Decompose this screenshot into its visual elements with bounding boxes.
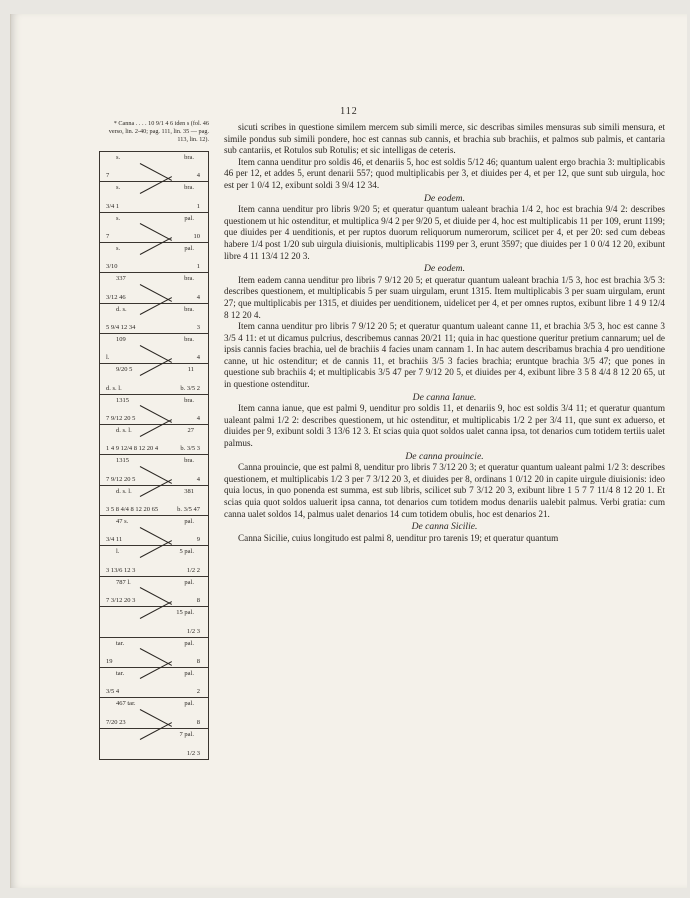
side-cell-ml: 3/4 11 xyxy=(106,536,123,544)
page-number: 112 xyxy=(340,106,358,117)
side-cell-mr: 1/2 3 xyxy=(186,749,200,757)
side-cell xyxy=(100,395,208,425)
side-cell-tl: 787 l. xyxy=(116,578,131,586)
side-cell-tr: bra. xyxy=(184,336,194,344)
side-cell-ml: 7/20 23 xyxy=(106,718,126,726)
side-cell-mr: 4 xyxy=(196,415,200,423)
side-cell-mr: b. 3/5 3 xyxy=(180,445,200,453)
side-cell-mr: 4 xyxy=(196,293,200,301)
side-cell xyxy=(100,546,208,576)
side-cell-tl: d. s. l. xyxy=(116,487,132,495)
side-cell-tl: s. xyxy=(116,245,121,253)
side-cell-tl: 1315 xyxy=(116,457,129,465)
side-cell-ml: 3/5 4 xyxy=(106,688,120,696)
side-cell-tr: pal. xyxy=(184,578,194,586)
side-cell-mr: 8 xyxy=(196,657,200,665)
side-cell xyxy=(100,455,208,485)
side-cell-tr: bra. xyxy=(184,396,194,404)
side-cell-mr: 8 xyxy=(196,718,200,726)
page xyxy=(10,14,687,888)
side-cell xyxy=(100,607,208,637)
side-cell-ml: 7 3/12 20 3 xyxy=(106,597,136,605)
side-cell-ml: d. s. l. xyxy=(106,384,122,392)
side-cell-tr: 7 pal. xyxy=(179,730,194,738)
side-cell-tr: 27 xyxy=(187,427,194,435)
section-heading: De canna Ianue. xyxy=(412,391,477,403)
side-cell-mr: 8 xyxy=(196,597,200,605)
paragraph: Item canna uenditur pro libris 7 9/12 20 5; et queratur quantum ualeant canne 11, et brachia 3/5 3, hoc est canne 3 3/5 4 11: et ut dicamus pulcrius, describemus cannas 20/21 11; quia in hac questione queritur pretium cannarum; uel de ipsis cannis facies brachia, uel de brachiis 4 facies unam cannam 1. In hac autem describamus brachia 4 pro uenditione canne, ut hic ostenditur; et de cannis 11, et brachiis 3/5 3 facies brachia; eruntque brachia 3/5 47; que pones in questione sub brachiis 4; et multiplicabis 3/5 47 per 7 9/12 20 5, et diuides per 4, exibunt libre 3 5 8 4/4 8 12 20 65, ut in questione ostenditur. xyxy=(224,321,665,390)
side-cell-tr: pal. xyxy=(184,669,194,677)
paragraph: Item eadem canna uenditur pro libris 7 9/12 20 5; et queratur quantum ualeant brachia 1/5 3, hoc est brachia 3/5 3: describes questionem, et multiplicabis 5 per suam uirgulam, erunt 1315. Item multiplicabis 3 per suam uirgulam, erunt 27; que multiplicabis per 1315, et diuides per uenditionem, uidelicet per 4, et per omnes ruptos, exibunt libre 1 4 9 12/4 8 12 20 4. xyxy=(224,274,665,320)
side-cell-tr: pal. xyxy=(184,700,194,708)
side-cell-mr: 1/2 3 xyxy=(186,627,200,635)
side-cell xyxy=(100,668,208,698)
section-heading: De eodem. xyxy=(423,263,466,275)
side-cell-mr: 4 xyxy=(196,172,200,180)
side-cell-tl: s. xyxy=(116,214,121,222)
side-cell-mr: b. 3/5 47 xyxy=(177,506,200,514)
side-cell-tl: 337 xyxy=(116,275,126,283)
side-cell-ml: 7 9/12 20 5 xyxy=(106,415,136,423)
side-cell-mr: 3 xyxy=(196,324,200,332)
side-cell-tl: 47 s. xyxy=(116,518,129,526)
paragraph: Item canna ianue, que est palmi 9, uenditur pro soldis 11, et denariis 9, hoc est soldis 3/4 11; et queratur quantum ualeant palmi 1/2 2: describes questionem, ut hic ostenditur, et multiplicabis 1/2 2 per 3/4 11, que sunt ex aduerso, et diuides per 9, exibunt soldi 3 13/6 12 3. Et scias quia quot soldos ualet canna ipsa, tot denarios cum totidem tertiis ualet palmus. xyxy=(224,403,665,449)
side-cell xyxy=(100,729,208,759)
side-cell-mr: 1 xyxy=(196,263,200,271)
paragraph: sicuti scribes in questione similem mercem sub simili merce, sic describas similes mensuras sub simili mensura, et simile pondus sub simili pondere, hoc est cannas sub cannis, et brachia sub brachiis, et palmos sub palmis, et cantaria sub cantariis, et Rotulos sub Rotulis; et sic intelligas de ceteris. xyxy=(224,122,665,156)
side-cell-ml: 7 9/12 20 5 xyxy=(106,475,136,483)
side-cell-ml: 5 9/4 12 34 xyxy=(106,324,136,332)
section-heading: De canna Sicilie. xyxy=(411,521,478,533)
side-column-diagrams xyxy=(99,151,209,760)
side-cell-tr: bra. xyxy=(184,275,194,283)
paragraph: Item canna uenditur pro soldis 46, et denariis 5, hoc est soldis 5/12 46; quantum ualent ergo brachia 3: multiplicabis 46 per 12, et addes 5, erunt denarii 557; quod multiplicabis per 3, et diuides per 4, et per 12, que sunt sub uirgula, hoc est per 1 0/4 12, exibunt soldi 3 9/4 12 34. xyxy=(224,156,665,190)
side-cell-tr: pal. xyxy=(184,639,194,647)
side-cell-tl: s. xyxy=(116,154,121,161)
side-cell xyxy=(100,334,208,364)
side-cell xyxy=(100,486,208,516)
side-cell xyxy=(100,304,208,334)
side-cell-ml: l. xyxy=(106,354,110,362)
side-cell-tl: l. xyxy=(116,548,120,556)
side-cell-tl: 109 xyxy=(116,336,126,344)
side-cell xyxy=(100,273,208,303)
side-cell-ml: 3/12 46 xyxy=(106,293,126,301)
margin-note: * Canna . . . . 10 9/1 4 6 iden s (fol. 46 verso, lin. 2-40; pag. 111, lin. 35 — pag. 113, lin. 12). xyxy=(108,120,209,143)
side-cell-tl: 1315 xyxy=(116,396,129,404)
side-cell-tl: 9/20 5 xyxy=(116,366,133,374)
side-cell-tr: bra. xyxy=(184,305,194,313)
body-text xyxy=(224,122,665,544)
side-cell-mr: 1/2 2 xyxy=(186,566,200,574)
side-cell-tr: pal. xyxy=(184,518,194,526)
side-cell xyxy=(100,425,208,455)
side-cell-tl: d. s. l. xyxy=(116,427,132,435)
side-cell-tl: s. xyxy=(116,184,121,192)
side-cell xyxy=(100,213,208,243)
side-cell-mr: 9 xyxy=(196,536,200,544)
side-cell-mr: 4 xyxy=(196,475,200,483)
side-cell-tr: bra. xyxy=(184,457,194,465)
side-cell-tr: bra. xyxy=(184,154,194,161)
side-cell xyxy=(100,577,208,607)
paragraph: Canna prouincie, que est palmi 8, uenditur pro libris 7 3/12 20 3; et queratur quantum ualeant palmi 1/2 3: describes questionem, et multiplicabis 1/2 3 per 7 3/12 20 3, et diuides per 8, ordinans 1 0/12 20 in capite uirgule diuisionis: ideo quia locus, in quo ponenda est summa, est sub libris, scilicet sub 7 3/12 20 3, exibunt libre 1 5 7 7 11/4 8 12 20 1. Et scias quia quot soldos ualuerit ipsa canna, tot denarios cum totidem modus denariis ualebit palmus. Verbi gratia: cum canna ualet soldos 14, palmus ualet denarios 14 cum totidem obulis, hoc est denarios 21. xyxy=(224,462,665,519)
side-cell-tl: 467 tar. xyxy=(116,700,136,708)
side-cell xyxy=(100,152,208,182)
side-cell-ml: 7 xyxy=(106,172,110,180)
side-cell xyxy=(100,638,208,668)
side-cell-ml: 3 13/6 12 3 xyxy=(106,566,136,574)
side-cell-tl: tar. xyxy=(116,669,125,677)
side-cell xyxy=(100,698,208,728)
side-cell-ml: 19 xyxy=(106,657,113,665)
side-cell xyxy=(100,516,208,546)
side-cell-tr: 381 xyxy=(184,487,194,495)
section-heading: De eodem. xyxy=(423,192,466,204)
side-cell-mr: 2 xyxy=(196,688,200,696)
side-cell xyxy=(100,243,208,273)
side-cell xyxy=(100,182,208,212)
side-cell-ml: 3 5 8 4/4 8 12 20 65 xyxy=(106,506,159,514)
side-cell-ml: 1 4 9 12/4 8 12 20 4 xyxy=(106,445,159,453)
side-cell-ml: 3/10 xyxy=(106,263,118,271)
side-cell-mr: 4 xyxy=(196,354,200,362)
side-cell-ml: 3/4 1 xyxy=(106,202,120,210)
side-cell-tr: 5 pal. xyxy=(179,548,194,556)
side-cell-ml: 7 xyxy=(106,233,110,241)
side-cell-tr: bra. xyxy=(184,184,194,192)
paragraph: Canna Sicilie, cuius longitudo est palmi 8, uenditur pro tarenis 19; et queratur quantum xyxy=(238,532,559,543)
side-cell-tr: 11 xyxy=(187,366,194,374)
paragraph: Item canna uenditur pro libris 9/20 5; et queratur quantum ualeant brachia 1/4 2, hoc est brachia 9/4 2: describes questionem ut hic ostenditur, et multiplica 9/4 2 per 9/20 5, et diuide per 4, hoc est multiplicabis 11 per 109, erunt 1199; que diuides per 4 uenditionis, et per ruptos duorum reliquorum numerorum, scilicet per 4, et per 20: sed cum debeas habere 1/4 post 1/20 sub uirgula diuisionis, multiplicabis 1199 per 3, erunt 3597; que diuides per 1 0 0/4 12 20, exibunt libre 4 11 13/4 12 20 3. xyxy=(224,204,665,261)
side-cell-tr: 15 pal. xyxy=(176,609,194,617)
side-cell-tl: d. s. xyxy=(116,305,127,313)
section-heading: De canna prouincie. xyxy=(405,450,484,462)
side-cell-tl: tar. xyxy=(116,639,125,647)
side-cell xyxy=(100,364,208,394)
side-cell-mr: 1 xyxy=(196,202,200,210)
side-cell-tr: pal. xyxy=(184,245,194,253)
side-cell-tr: pal. xyxy=(184,214,194,222)
side-cell-mr: 10 xyxy=(193,233,200,241)
side-cell-mr: b. 3/5 2 xyxy=(180,384,200,392)
